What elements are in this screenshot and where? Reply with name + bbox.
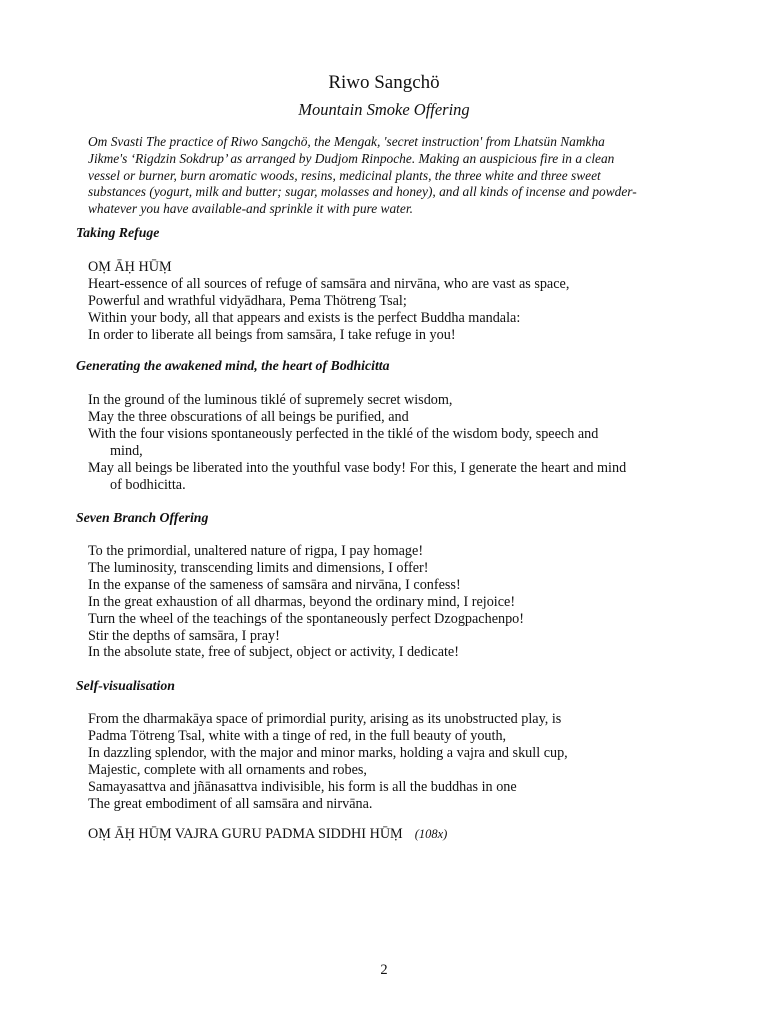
section-heading-self-visualisation: Self-visualisation [76,678,175,693]
verse-line-continued: mind, [110,442,143,459]
verse-line-continued: of bodhicitta. [110,476,186,493]
self-visualisation-verse [88,711,688,812]
verse-line: Powerful and wrathful vidyādhara, Pema Thötreng Tsal; [88,292,407,309]
verse-line: The luminosity, transcending limits and dimensions, I offer! [88,559,429,576]
page-number: 2 [380,962,388,978]
section-heading-bodhicitta: Generating the awakened mind, the heart of Bodhicitta [76,358,390,373]
verse-line: Majestic, complete with all ornaments and robes, [88,761,367,778]
intro-line: whatever you have available-and sprinkle it with pure water. [88,201,413,217]
mantra-line [88,826,447,843]
document-subtitle: Mountain Smoke Offering [298,100,470,119]
section-heading-refuge: Taking Refuge [76,225,160,240]
verse-line: In dazzling splendor, with the major and minor marks, holding a vajra and skull cup, [88,744,568,761]
section-heading-seven-branch: Seven Branch Offering [76,510,209,525]
intro-paragraph [88,134,688,218]
document-title: Riwo Sangchö [328,72,440,93]
intro-line: Om Svasti The practice of Riwo Sangchö, the Mengak, 'secret instruction' from Lhatsün Namkha [88,134,605,149]
verse-line: The great embodiment of all samsāra and nirvāna. [88,795,373,812]
verse-line: OṂ ĀḤ HŪṂ [88,259,172,275]
intro-line: substances (yogurt, milk and butter; sugar, molasses and honey), and all kinds of incense and powder- [88,184,637,200]
intro-line: Jikme's ‘Rigdzin Sokdrup’ as arranged by Dudjom Rinpoche. Making an auspicious fire in a clean [88,150,615,166]
intro-line: vessel or burner, burn aromatic woods, resins, medicinal plants, the three white and three sweet [88,167,601,183]
verse-line: Samayasattva and jñānasattva indivisible, his form is all the buddhas in one [88,778,517,795]
verse-line: To the primordial, unaltered nature of rigpa, I pay homage! [88,543,424,559]
mantra-count: (108x) [414,827,448,841]
verse-line: In the absolute state, free of subject, object or activity, I dedicate! [88,644,459,661]
verse-line: Heart-essence of all sources of refuge of samsāra and nirvāna, who are vast as space, [88,275,570,292]
verse-line: With the four visions spontaneously perfected in the tiklé of the wisdom body, speech and [88,425,599,442]
verse-line: In the great exhaustion of all dharmas, beyond the ordinary mind, I rejoice! [88,593,516,610]
verse-line: May the three obscurations of all beings be purified, and [88,408,409,425]
verse-line: In the expanse of the sameness of samsāra and nirvāna, I confess! [88,576,461,593]
refuge-verse [88,259,688,344]
bodhicitta-verse [88,392,688,493]
verse-line: From the dharmakāya space of primordial purity, arising as its unobstructed play, is [88,711,562,727]
verse-line: May all beings be liberated into the youthful vase body! For this, I generate the heart and mind [88,459,627,476]
verse-line: Within your body, all that appears and exists is the perfect Buddha mandala: [88,309,521,326]
verse-line: Turn the wheel of the teachings of the spontaneously perfect Dzogpachenpo! [88,610,525,627]
verse-line: In the ground of the luminous tiklé of supremely secret wisdom, [88,392,453,408]
mantra-text: OṂ ĀḤ HŪṂ VAJRA GURU PADMA SIDDHI HŪṂ [88,826,403,842]
verse-line: In order to liberate all beings from samsāra, I take refuge in you! [88,326,456,343]
verse-line: Stir the depths of samsāra, I pray! [88,627,280,644]
seven-branch-verse [88,543,688,661]
verse-line: Padma Tötreng Tsal, white with a tinge of red, in the full beauty of youth, [88,727,507,744]
